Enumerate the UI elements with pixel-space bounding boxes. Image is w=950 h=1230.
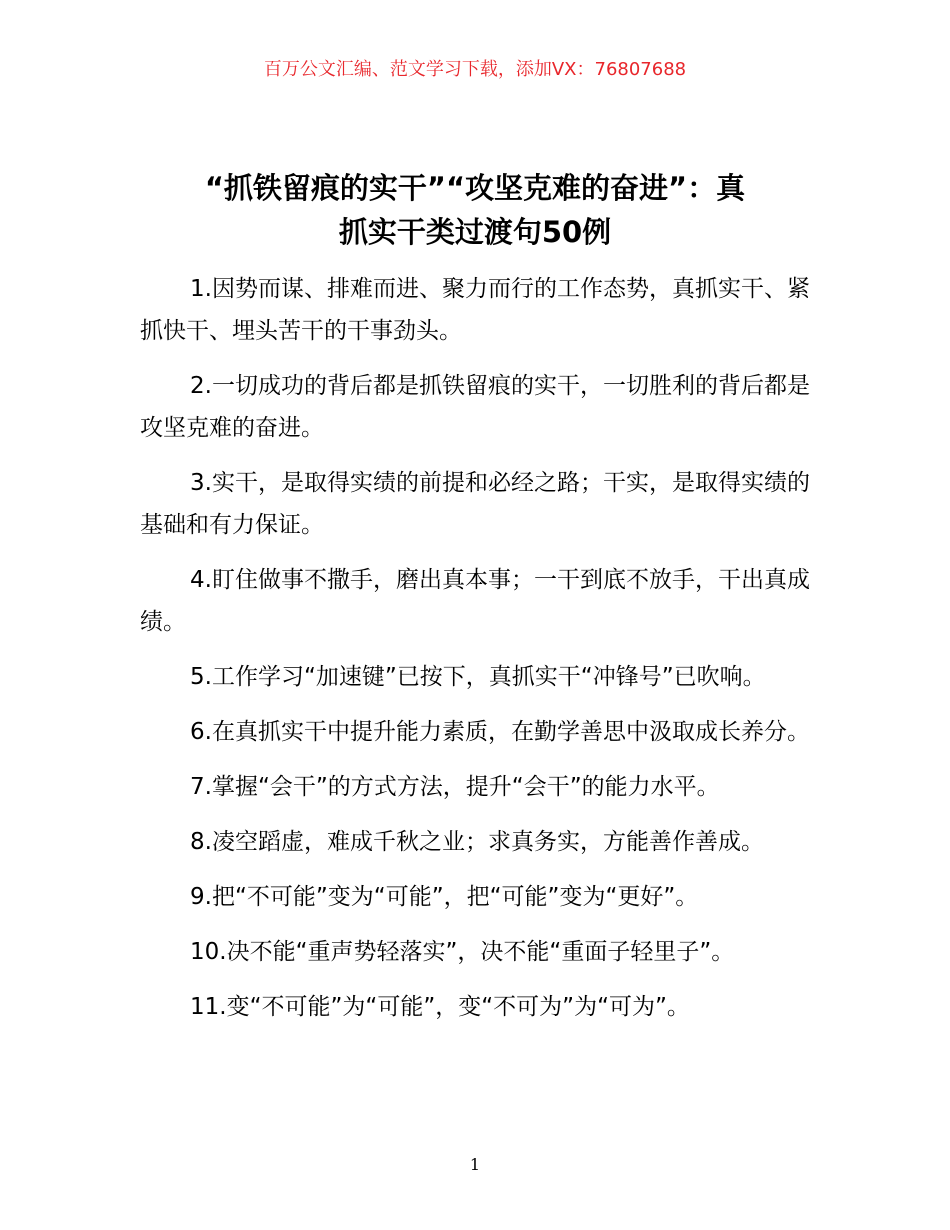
list-item: 2.一切成功的背后都是抓铁留痕的实干，一切胜利的背后都是攻坚克难的奋进。	[140, 373, 810, 441]
list-item: 5.工作学习“加速键”已按下，真抓实干“冲锋号”已吹响。	[190, 664, 766, 690]
page-number: 1	[469, 1155, 481, 1174]
list-item: 6.在真抓实干中提升能力素质，在勤学善思中汲取成长养分。	[190, 719, 810, 745]
document-title	[140, 166, 810, 254]
list-item: 8.凌空蹈虚，难成千秋之业；求真务实，方能善作善成。	[190, 829, 764, 855]
list-item: 11.变“不可能”为“可能”，变“不可为”为“可为”。	[190, 994, 690, 1020]
list-item: 7.掌握“会干”的方式方法，提升“会干”的能力水平。	[190, 774, 720, 800]
transition-sentence-list	[140, 268, 810, 1041]
list-item: 3.实干，是取得实绩的前提和必经之路；干实，是取得实绩的基础和有力保证。	[140, 470, 810, 538]
title-line-1: “抓铁留痕的实干”“攻坚克难的奋进”：真	[204, 171, 746, 205]
title-line-2: 抓实干类过渡句50例	[338, 215, 612, 249]
list-item: 4.盯住做事不撒手，磨出真本事；一干到底不放手，干出真成绩。	[140, 567, 810, 635]
list-item: 9.把“不可能”变为“可能”，把“可能”变为“更好”。	[190, 884, 699, 910]
list-item: 1.因势而谋、排难而进、聚力而行的工作态势，真抓实干、紧抓快干、埋头苦干的干事劲头。	[140, 276, 810, 344]
list-item: 10.决不能“重声势轻落实”，决不能“重面子轻里子”。	[190, 939, 735, 965]
header-watermark-note: 百万公文汇编、范文学习下载，添加VX：76807688	[263, 59, 687, 80]
